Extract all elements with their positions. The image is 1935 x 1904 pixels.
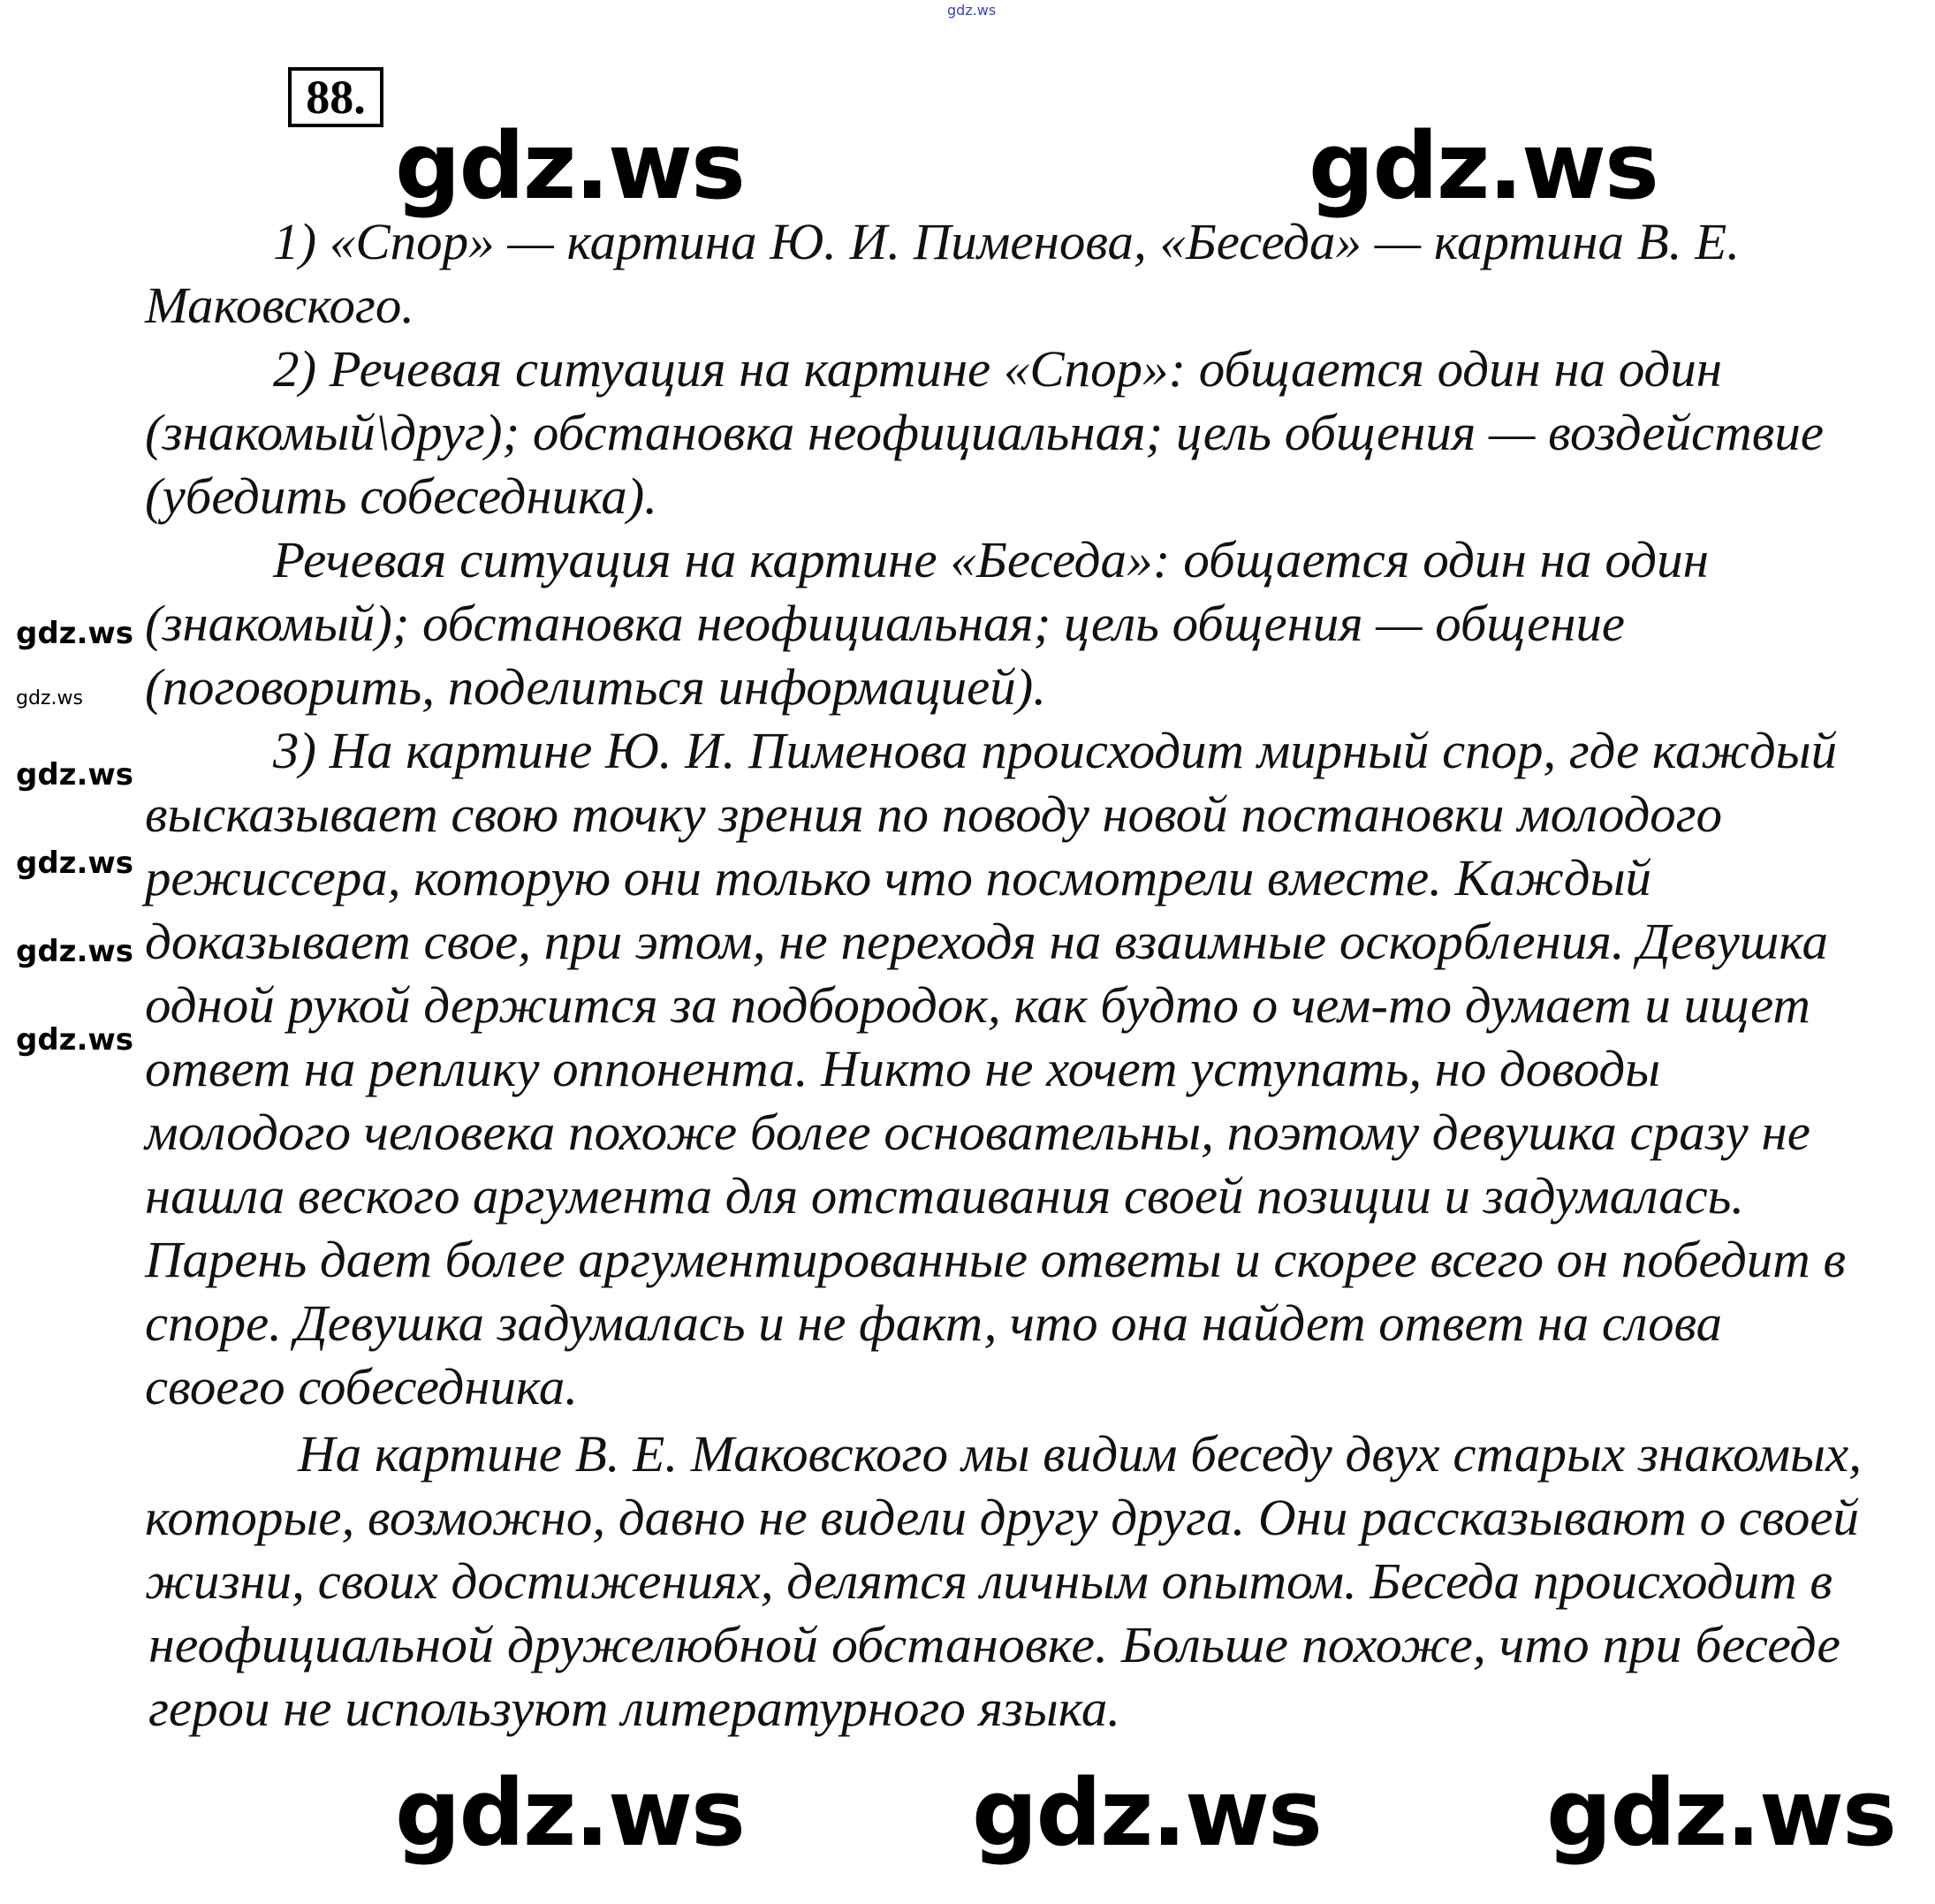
text-line: 3) На картине Ю. И. Пименова происходит мирный спор, где каждый (273, 722, 1837, 779)
text-line: На картине В. Е. Маковского мы видим беседу двух старых знакомых, (298, 1425, 1862, 1483)
watermark: gdz.ws (395, 1759, 744, 1867)
text-line: (убедить собеседника). (145, 467, 657, 525)
text-line: неофициальной дружелюбной обстановке. Больше похоже, что при беседе (148, 1616, 1840, 1673)
watermark: gdz.ws (16, 934, 134, 969)
watermark: gdz.ws (16, 616, 134, 651)
text-line: Парень дает более аргументированные ответы и скорее всего он победит в (145, 1231, 1846, 1288)
text-line: (поговорить, поделиться информацией). (145, 658, 1046, 716)
text-line: жизни, своих достижениях, делятся личным опытом. Беседа происходит в (145, 1552, 1833, 1610)
text-line: Речевая ситуация на картине «Беседа»: общается один на один (273, 531, 1710, 588)
exercise-number: 88. (288, 67, 383, 127)
watermark: gdz.ws (1309, 112, 1658, 220)
watermark: gdz.ws (395, 112, 744, 220)
text-line: которые, возможно, давно не видели другу друга. Они рассказывают о своей (145, 1489, 1859, 1546)
watermark: gdz.ws (16, 1022, 134, 1058)
text-line: 2) Речевая ситуация на картине «Спор»: общается один на один (273, 340, 1722, 398)
text-line: высказывает свою точку зрения по поводу новой постановки молодого (145, 785, 1722, 843)
text-line: ответ на реплику оппонента. Никто не хочет уступать, но доводы (145, 1040, 1660, 1097)
watermark: gdz.ws (1546, 1759, 1895, 1867)
text-line: нашла веского аргумента для отстаивания своей позиции и задумалась. (145, 1167, 1744, 1225)
text-line: споре. Девушка задумалась и не факт, что она найдет ответ на слова (145, 1294, 1722, 1352)
watermark: gdz.ws (16, 757, 134, 793)
text-line: герои не используют литературного языка. (148, 1680, 1120, 1737)
text-line: своего собеседника. (145, 1358, 578, 1415)
text-line: 1) «Спор» — картина Ю. И. Пименова, «Беседа» — картина В. Е. (273, 213, 1740, 270)
watermark-top: gdz.ws (947, 2, 997, 19)
text-line: (знакомый); обстановка неофициальная; цель общения — общение (145, 595, 1626, 652)
text-line: молодого человека похоже более основательны, поэтому девушка сразу не (145, 1104, 1810, 1161)
text-line: Маковского. (145, 277, 415, 334)
text-line: доказывает свое, при этом, не переходя на взаимные оскорбления. Девушка (145, 913, 1828, 970)
text-line: одной рукой держится за подбородок, как будто о чем-то думает и ищет (145, 976, 1810, 1034)
text-line: (знакомый\друг); обстановка неофициальная; цель общения — воздействие (145, 404, 1824, 461)
watermark: gdz.ws (972, 1759, 1321, 1867)
watermark: gdz.ws (16, 687, 83, 709)
text-line: режиссера, которую они только что посмотрели вместе. Каждый (145, 849, 1651, 906)
watermark: gdz.ws (16, 846, 134, 881)
